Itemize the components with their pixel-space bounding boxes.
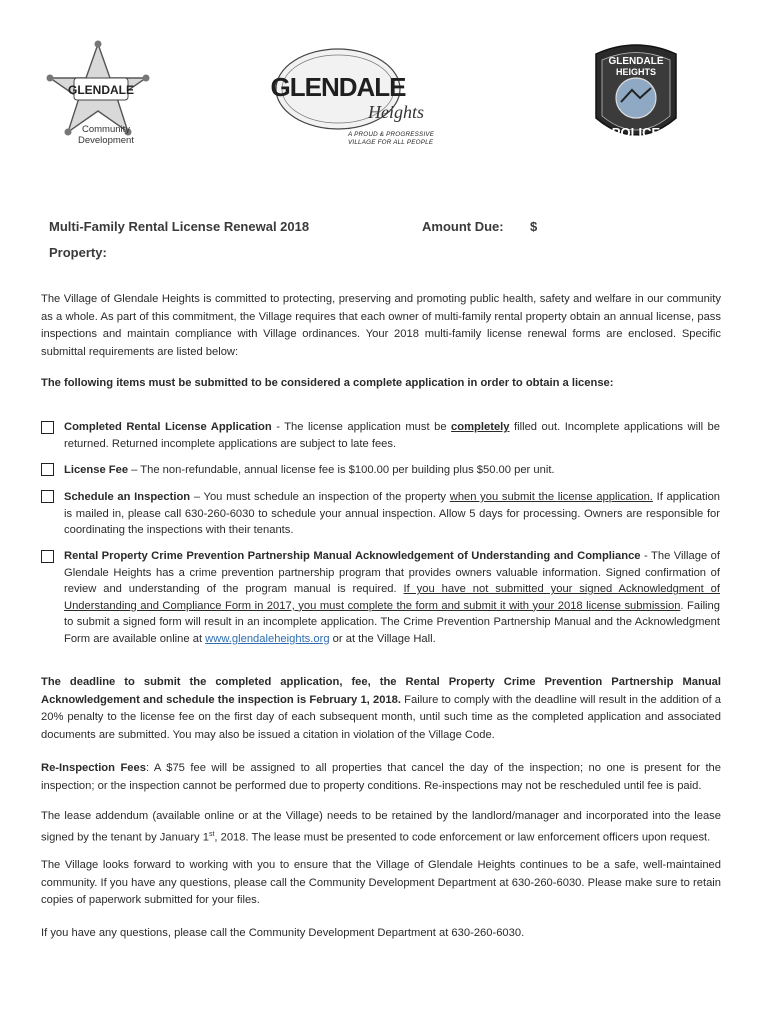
- item-crime-prevention-title: Rental Property Crime Prevention Partnership Manual Acknowledgement of Understanding and Compliance: [64, 550, 641, 562]
- item-application-emphasis: completely: [451, 421, 510, 433]
- item-application: [64, 419, 720, 452]
- checkbox-application[interactable]: [41, 421, 54, 434]
- item-inspection-underlined: when you submit the license application.: [449, 491, 653, 503]
- reinspection-label: Re-Inspection Fees: [41, 762, 146, 774]
- lease-paragraph: [41, 808, 721, 847]
- item-application-text-b: filled out. Incomplete applications will be returned. Returned incomplete applications are subject to late fees.: [64, 421, 721, 450]
- lease-text-b: , 2018. The lease must be presented to code enforcement or law enforcement officers upon request.: [214, 831, 711, 844]
- item-license-fee-text: – The non-refundable, annual license fee is $100.00 per building plus $50.00 per unit.: [128, 464, 555, 476]
- item-inspection-title: Schedule an Inspection: [64, 491, 191, 503]
- police-top-text: GLENDALE: [608, 56, 664, 67]
- deadline-bold: The deadline to submit the completed application, fee, the Rental Property Crime Prevention Partnership Manual Acknowledgement and schedule the inspection is February 1, 2018.: [41, 676, 721, 706]
- checkbox-license-fee[interactable]: [41, 463, 54, 476]
- item-crime-prevention-text-c: or at the Village Hall.: [329, 632, 436, 645]
- form-title: Multi-Family Rental License Renewal 2018: [49, 219, 310, 234]
- deadline-text: Failure to comply with the deadline will result in the addition of a 20% penalty to the license fee on the first day of each subsequent month, until such time as the completed application and associated documents are submitted. You may also be issued a citation in violation of the Village Code.: [41, 693, 721, 741]
- item-inspection: [64, 489, 720, 539]
- property-field-label: Property:: [49, 245, 107, 260]
- star-caption-line2: Development: [78, 135, 134, 146]
- closing-paragraph: The Village looks forward to working with you to ensure that the Village of Glendale Heights continues to be a safe, well-maintained community. If you have any questions, please call the Community Development Department at 630-260-6030. Please make sure to retain copies of paperwork submitted for your files.: [41, 859, 721, 907]
- item-inspection-text-a: – You must schedule an inspection of the property: [190, 491, 450, 503]
- item-application-title: Completed Rental License Application: [64, 421, 272, 433]
- reinspection-text: : A $75 fee will be assigned to all properties that cancel the day of the inspection; no one is present for the inspection; or the inspection cannot be performed due to property conditions. Re-inspections may not be rescheduled until fee is paid.: [41, 762, 722, 792]
- item-crime-prevention-text-b: . Failing to submit a signed form will result in an incomplete application. The Crime Prevention Partnership Manual and the Acknowledgment Form are available online at: [64, 599, 720, 645]
- item-license-fee: [64, 462, 720, 479]
- item-crime-prevention: [64, 548, 720, 648]
- lease-text-a: The lease addendum (available online or at the Village) needs to be retained by the landlord/manager and incorporated into the lease signed by the tenant by January 1: [41, 810, 721, 844]
- reinspection-paragraph: [41, 760, 721, 795]
- item-application-text-a: - The license application must be: [271, 421, 452, 433]
- item-crime-prevention-text-a: - The Village of Glendale Heights has a crime prevention partnership program that provides owners valuable information. Signed confirmation of review and understanding of the program manual is required.: [64, 550, 720, 596]
- logo-tagline: [348, 131, 458, 147]
- tagline-line1: A PROUD & PROGRESSIVE: [348, 131, 435, 138]
- amount-due-label: Amount Due:: [422, 219, 504, 234]
- final-paragraph: If you have any questions, please call the Community Development Department at 630-260-6030.: [41, 927, 525, 939]
- item-license-fee-title: License Fee: [64, 464, 129, 476]
- lease-superscript: st: [208, 830, 215, 838]
- star-caption-line1: Community: [81, 124, 131, 135]
- star-caption: [66, 124, 146, 146]
- item-inspection-text-b: If application is mailed in, please call 630-260-6030 to schedule your annual inspection. Allow 5 days for processing. Owners are responsible for coordinating the inspections with their tenants.: [64, 491, 721, 537]
- checkbox-crime-prevention[interactable]: [41, 550, 54, 563]
- police-badge-logo: [588, 40, 684, 152]
- tagline-line2: VILLAGE FOR ALL PEOPLE: [348, 139, 434, 146]
- center-logo-text: GLENDALE: [270, 72, 406, 102]
- intro-paragraph: The Village of Glendale Heights is committed to protecting, preserving and promoting public health, safety and welfare in our community as a whole. As part of this commitment, the Village requires that each owner of multi-family rental property obtain an annual license, pass inspections and maintain compliance with Village ordinances. Your 2018 multi-family license renewal forms are enclosed. Specific submittal requirements are listed below:: [41, 293, 721, 358]
- center-logo-script: Heights: [368, 102, 424, 122]
- police-bottom-text: POLICE: [611, 125, 661, 140]
- police-top2-text: HEIGHTS: [615, 67, 657, 77]
- deadline-paragraph: [41, 674, 721, 744]
- glendale-heights-logo: [268, 44, 448, 134]
- amount-due-field[interactable]: $: [530, 219, 538, 234]
- item-crime-prevention-underlined: If you have not submitted your signed Acknowledgment of Understanding and Compliance Form in 2017, you must complete the form and submit it with your 2018 license submission: [64, 583, 720, 612]
- checkbox-inspection[interactable]: [41, 490, 54, 503]
- website-link[interactable]: www.glendaleheights.org: [205, 632, 330, 645]
- star-logo-text: GLENDALE: [68, 83, 134, 97]
- requirements-heading: The following items must be submitted to be considered a complete application in order to obtain a license:: [41, 377, 614, 389]
